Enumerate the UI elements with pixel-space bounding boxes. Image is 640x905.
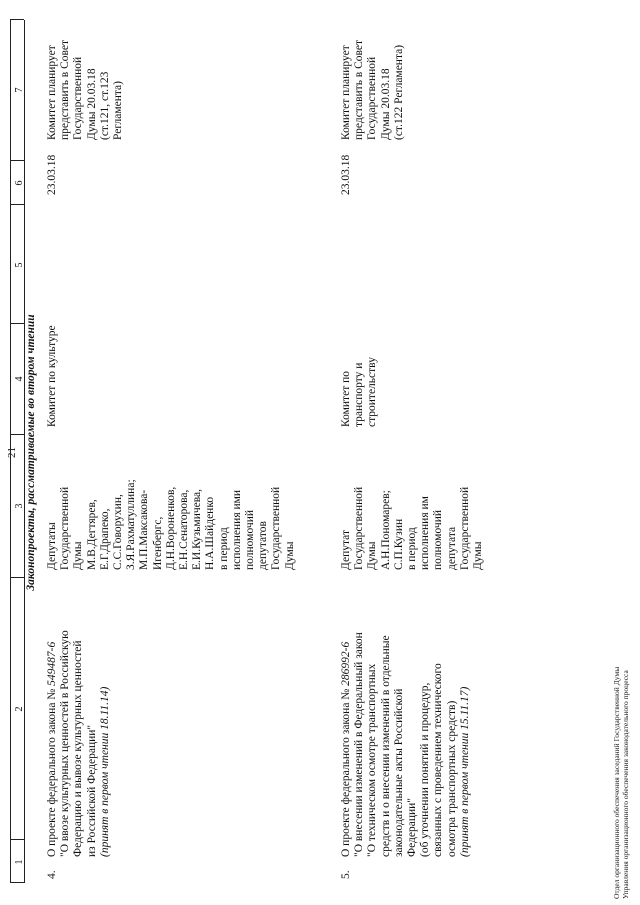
- author-line: исполнения ими: [230, 489, 243, 570]
- col-divider: [10, 882, 24, 883]
- footer-division: Управления организационного обеспечения законодательного процесса: [621, 670, 630, 899]
- responsible-committee: [46, 287, 59, 427]
- author-line: Думы: [366, 541, 379, 570]
- author-line: Депутат: [340, 530, 352, 570]
- bill-title-line: законодательные акты Российской: [392, 688, 405, 857]
- author-line: Е.И.Кузьмичева,: [191, 489, 204, 570]
- col-divider: [10, 19, 24, 20]
- bill-title-line: связанных с проведением технического: [432, 663, 445, 857]
- consideration-date: 23.03.18: [340, 154, 352, 195]
- note-line: Думы 20.03.18: [379, 68, 392, 140]
- footer-department: Отдел организационного обеспечения заседаний Государственной Думы: [612, 666, 621, 899]
- author-line: Д.Н.Вороненков,: [164, 486, 177, 570]
- note-line: Регламента): [112, 81, 125, 140]
- author-line: полномочий: [432, 510, 445, 570]
- bill-authors: [46, 440, 297, 570]
- first-reading-note: (принят в первом чтении 18.11.14): [98, 686, 111, 857]
- author-line: Государственной: [458, 486, 471, 570]
- bill-title-prefix: О проекте федерального закона №: [46, 685, 58, 857]
- bill-title-line: осмотра транспортных средств): [445, 700, 458, 857]
- author-line: М.П.Максакова-: [138, 489, 151, 570]
- author-line: Депутаты: [46, 522, 58, 570]
- author-line: исполнения им: [419, 496, 432, 570]
- author-line: полномочий: [244, 510, 257, 570]
- bill-title: [46, 587, 112, 857]
- notes: [340, 15, 406, 140]
- page-number: 21: [6, 447, 18, 458]
- bill-title-line: (об уточнении понятий и процедур,: [419, 682, 432, 857]
- note-line: представить в Совет: [59, 39, 72, 140]
- author-line: Н.А.Шайденко: [204, 496, 217, 570]
- committee-line: транспорту и: [353, 362, 366, 427]
- row-number: 4.: [46, 870, 58, 879]
- note-line: представить в Совет: [353, 39, 366, 140]
- committee-line: Комитет по культуре: [46, 325, 58, 427]
- bill-title-line: Федерацию и вывозе культурных ценностей: [72, 640, 85, 857]
- author-line: Е.Н.Сенаторова,: [178, 489, 191, 570]
- col-divider: [10, 160, 24, 161]
- bill-title-line: "О внесении изменений в Федеральный закон: [353, 632, 366, 857]
- table-top-border: [10, 20, 11, 883]
- note-line: Комитет планирует: [340, 45, 352, 140]
- column-header: 1: [14, 859, 25, 865]
- author-line: депутата: [445, 526, 458, 570]
- author-line: Игенбергс,: [151, 516, 164, 570]
- col-divider: [10, 577, 24, 578]
- author-line: Государственной: [353, 486, 366, 570]
- column-header: 2: [14, 706, 25, 712]
- column-header: 3: [14, 503, 25, 509]
- bill-title-line: средств и о внесении изменений в отдельные: [379, 635, 392, 857]
- author-line: З.Я.Рахматуллина;: [125, 479, 138, 570]
- author-line: Е.Г.Драпеко,: [98, 508, 111, 570]
- author-line: Думы: [472, 541, 485, 570]
- author-line: в период: [406, 527, 419, 570]
- first-reading-note: (принят в первом чтении 15.11.17): [458, 686, 471, 857]
- responsible-committee: [340, 287, 380, 427]
- column-header: 4: [14, 376, 25, 382]
- bill-number: 549487-6: [46, 641, 58, 686]
- author-line: Думы: [72, 541, 85, 570]
- row-number: 5.: [340, 870, 352, 879]
- author-line: Думы: [283, 541, 296, 570]
- note-line: (ст.122 Регламента): [392, 44, 405, 140]
- bill-title-line: "О ввозе культурных ценностей в Российскую: [59, 630, 72, 857]
- bill-title-line: "О техническом осмотре транспортных: [366, 663, 379, 857]
- note-line: Комитет планирует: [46, 45, 58, 140]
- note-line: Государственной: [72, 56, 85, 140]
- bill-authors: [340, 440, 485, 570]
- note-line: Думы 20.03.18: [85, 68, 98, 140]
- notes: [46, 15, 125, 140]
- author-line: С.С.Говорухин,: [112, 494, 125, 570]
- author-line: М.В.Дегтярев,: [85, 499, 98, 570]
- committee-line: Комитет по: [340, 371, 352, 427]
- note-line: Государственной: [366, 56, 379, 140]
- column-header: 7: [14, 87, 25, 93]
- author-line: в период: [217, 527, 230, 570]
- bill-title-line: Федерации": [406, 797, 419, 857]
- author-line: Государственной: [270, 486, 283, 570]
- col-divider: [10, 204, 24, 205]
- section-title: Законопроекты, рассматриваемые во втором чтении: [25, 314, 37, 591]
- consideration-date: 23.03.18: [46, 154, 58, 195]
- author-line: С.П.Кузин: [392, 518, 405, 570]
- column-header: 6: [14, 180, 25, 186]
- col-divider: [10, 839, 24, 840]
- column-header: 5: [14, 262, 25, 268]
- bill-title: [340, 587, 472, 857]
- author-line: Государственной: [59, 486, 72, 570]
- author-line: депутатов: [257, 521, 270, 570]
- col-divider: [10, 323, 24, 324]
- bill-number: 286992-6: [340, 641, 352, 686]
- author-line: А.Н.Пономарев;: [379, 490, 392, 570]
- note-line: (ст.121, ст.123: [98, 71, 111, 140]
- col-divider: [10, 434, 24, 435]
- committee-line: строительству: [366, 357, 379, 427]
- bill-title-line: из Российской Федерации": [85, 724, 98, 857]
- bill-title-prefix: О проекте федерального закона №: [340, 685, 352, 857]
